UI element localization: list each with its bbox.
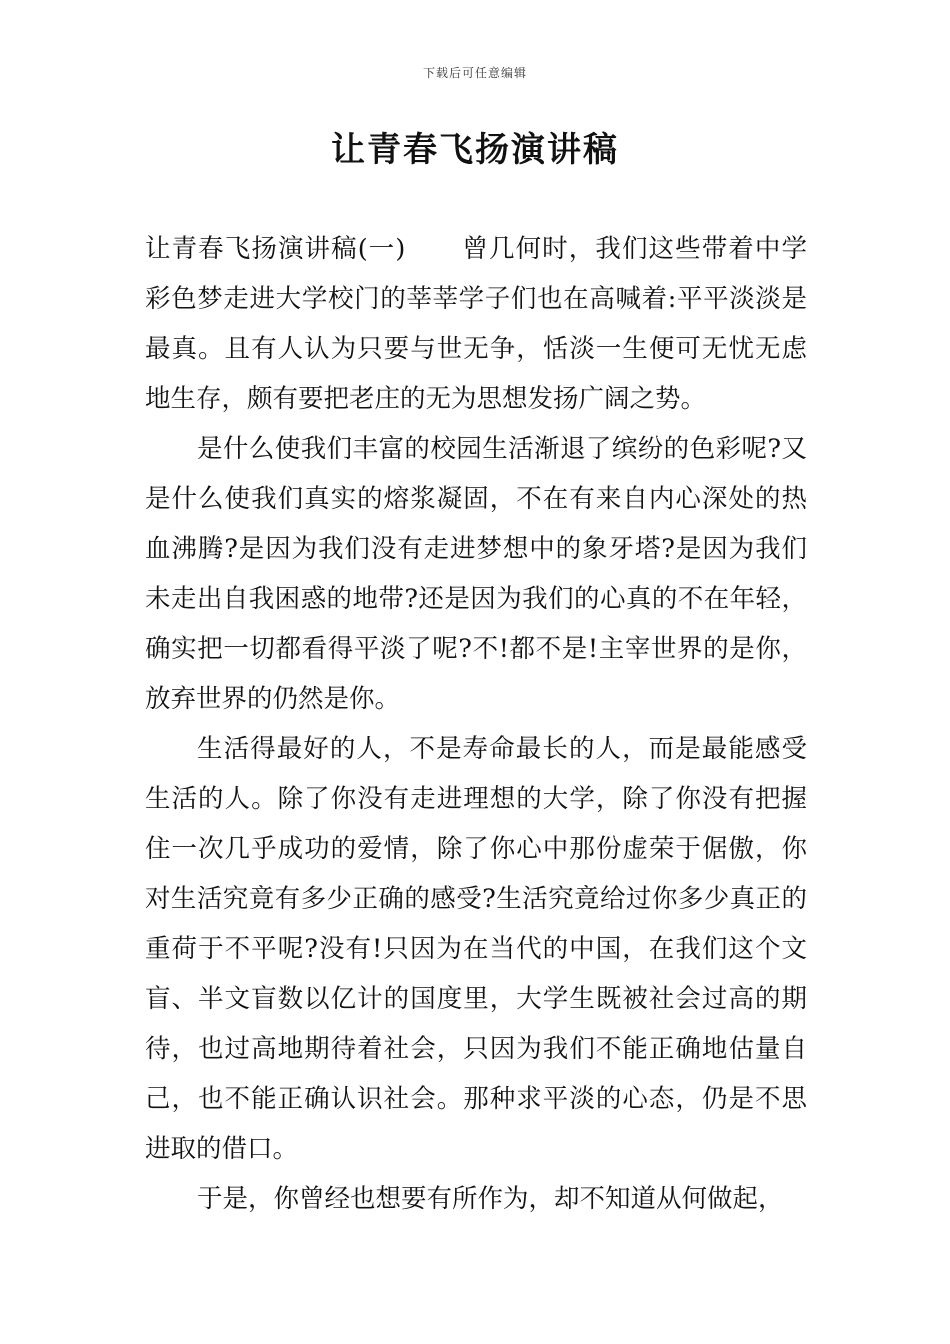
paragraph-2: 是什么使我们丰富的校园生活渐退了缤纷的色彩呢?又是什么使我们真实的熔浆凝固，不在有来自内心深处的热血沸腾?是因为我们没有走进梦想中的象牙塔?是因为我们未走出自我困惑的地带?还是因为我们的心真的不在年轻，确实把一切都看得平淡了呢?不!都不是!主宰世界的是你，放弃世界的仍然是你。 — [145, 434, 807, 714]
paragraph-1 — [145, 224, 807, 424]
paragraph-3: 生活得最好的人，不是寿命最长的人，而是最能感受生活的人。除了你没有走进理想的大学，除了你没有把握住一次几乎成功的爱情，除了你心中那份虚荣于倨傲，你对生活究竟有多少正确的感受?生活究竟给过你多少真正的重荷于不平呢?没有!只因为在当代的中国，在我们这个文盲、半文盲数以亿计的国度里，大学生既被社会过高的期待，也过高地期待着社会，只因为我们不能正确地估量自己，也不能正确认识社会。那种求平淡的心态，仍是不思进取的借口。 — [145, 734, 807, 1164]
section-label: 让青春飞扬演讲稿(一) — [145, 234, 406, 264]
paragraph-4: 于是，你曾经也想要有所作为，却不知道从何做起， — [197, 1184, 784, 1214]
paragraph-1-text: 曾几何时，我们这些带着中学彩色梦走进大学校门的莘莘学子们也在高喊着:平平淡淡是最真。且有人认为只要与世无争，恬淡一生便可无忧无虑地生存，颇有要把老庄的无为思想发扬广阔之势。 — [145, 234, 807, 414]
page-header-note: 下载后可任意编辑 — [422, 66, 527, 80]
document-body — [145, 224, 807, 1224]
document-title: 让青春飞扬演讲稿 — [331, 130, 619, 170]
